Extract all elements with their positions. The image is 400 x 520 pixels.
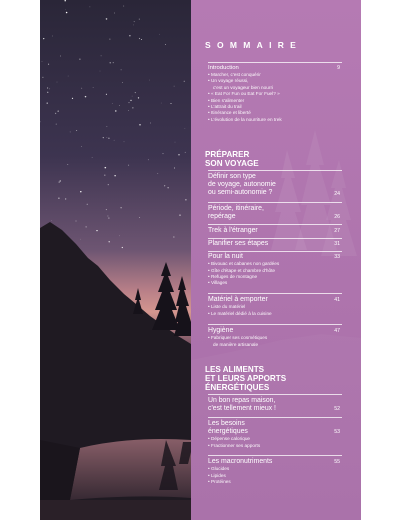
star: [175, 142, 176, 143]
star: [104, 175, 105, 176]
star: [174, 168, 175, 169]
divider: [208, 417, 342, 418]
star: [70, 131, 71, 132]
star: [185, 128, 186, 129]
star: [75, 220, 76, 221]
star: [129, 102, 130, 103]
page-number: 31: [334, 241, 340, 248]
toc-subitem: • Lipides: [208, 472, 226, 478]
section-heading-preparer: PRÉPARER SON VOYAGE: [205, 150, 259, 169]
star: [49, 89, 50, 90]
star: [60, 56, 61, 57]
star: [174, 86, 175, 87]
star: [157, 173, 158, 174]
star: [161, 103, 162, 104]
star: [119, 236, 120, 237]
divider: [208, 62, 342, 63]
star: [110, 62, 111, 63]
divider: [208, 238, 342, 239]
star: [139, 124, 141, 126]
toc-subitem: • Un voyage réussi,: [208, 78, 249, 84]
star: [51, 220, 52, 221]
toc-subitem: • Glucides: [208, 466, 230, 472]
star: [132, 107, 133, 108]
star: [105, 167, 107, 169]
star: [107, 216, 108, 217]
star: [108, 138, 110, 140]
star: [123, 6, 124, 7]
star: [65, 9, 66, 10]
star: [133, 25, 134, 26]
divider: [208, 224, 342, 225]
star: [90, 7, 91, 8]
star: [128, 110, 129, 111]
star: [164, 185, 165, 186]
star: [124, 141, 125, 142]
toc-entry: Définir son type de voyage, autonomie ou semi-autonomie ? 24: [208, 173, 340, 197]
toc-subitem: • Villages: [208, 280, 228, 286]
page-number: 52: [334, 406, 340, 413]
star: [100, 71, 101, 72]
star: [109, 39, 110, 40]
divider: [208, 455, 342, 456]
toc-entry: Un bon repas maison, c'est tellement mieux ! 52: [208, 397, 340, 413]
star: [81, 146, 82, 147]
star: [139, 38, 140, 39]
star: [93, 87, 94, 88]
star: [114, 175, 115, 176]
star: [42, 77, 43, 78]
star: [165, 44, 166, 45]
star: [56, 124, 57, 125]
divider: [208, 202, 342, 203]
star: [114, 140, 115, 141]
toc-entry-introduction: [208, 65, 340, 123]
star: [141, 39, 142, 40]
star: [114, 13, 115, 14]
toc-subitem: • Bien s'alimenter: [208, 97, 245, 103]
page-number: 41: [334, 297, 340, 304]
page-number: 24: [334, 190, 340, 197]
star: [113, 62, 114, 63]
page-number: 27: [334, 228, 340, 235]
toc-entry: Planifier ses étapes 31: [208, 240, 340, 248]
book-page: [40, 0, 361, 520]
divider: [208, 170, 342, 171]
star: [64, 0, 65, 1]
divider: [208, 324, 342, 325]
star: [86, 226, 87, 227]
toc-subitem: • Itinérance et liberté: [208, 110, 251, 116]
star: [168, 187, 169, 188]
page-number: 55: [334, 459, 340, 466]
toc-entry: Les besoins énergétiques 53 • Dépense calorique • Fractionner ses apports: [208, 420, 340, 448]
star: [79, 59, 80, 60]
star: [148, 159, 149, 160]
toc-entry: Trek à l'étranger 27: [208, 227, 340, 235]
star: [55, 113, 56, 114]
toc-subitem: • Marcher, c'est conquérir: [208, 72, 261, 77]
star: [101, 55, 102, 56]
star: [47, 88, 48, 89]
star: [60, 180, 61, 181]
divider: [208, 251, 342, 252]
page-number: 26: [334, 214, 340, 221]
star: [43, 38, 44, 39]
star: [108, 184, 109, 185]
star: [106, 94, 107, 95]
star: [103, 137, 104, 138]
divider: [208, 394, 342, 395]
toc-subitem: • Le matériel dédié à la cuisine: [208, 310, 272, 316]
star: [87, 204, 88, 205]
star: [92, 157, 93, 158]
toc-subitem: • Protéines: [208, 479, 231, 485]
star: [96, 230, 97, 231]
toc-subitem: • Liste du matériel: [208, 304, 246, 310]
star: [42, 61, 43, 62]
toc-entry-title: Introduction: [208, 65, 239, 71]
toc-entry: Hygiène 47 • Fabriquer ses cosmétiques de manière artisanale: [208, 327, 340, 347]
page-number: 33: [334, 254, 340, 261]
star: [122, 82, 123, 83]
star: [80, 191, 81, 192]
star: [57, 110, 59, 112]
star: [108, 218, 109, 219]
star: [81, 88, 82, 89]
toc-subitem: • Gîte d'étape et chambre d'hôte: [208, 267, 276, 273]
star: [129, 35, 130, 36]
star: [134, 21, 135, 22]
section-heading-aliments: LES ALIMENTS ET LEURS APPORTS ÉNERGÉTIQUES: [205, 365, 287, 393]
star: [162, 153, 163, 154]
star: [80, 239, 81, 240]
star: [47, 102, 48, 103]
star: [65, 198, 66, 199]
star: [107, 126, 108, 127]
toc-subitem: • Fabriquer ses cosmétiques: [208, 335, 268, 341]
toc-subitem: • L'attrait du trail: [208, 104, 242, 110]
star: [150, 123, 151, 124]
toc-subitem: c'est un voyageur bien nourri: [213, 84, 274, 90]
star: [120, 207, 121, 208]
star: [171, 103, 172, 104]
star: [108, 241, 109, 242]
star: [185, 199, 187, 201]
star: [68, 76, 69, 77]
star: [52, 36, 53, 37]
star: [132, 96, 133, 97]
star: [107, 137, 108, 138]
star: [112, 103, 113, 104]
star: [85, 96, 87, 98]
toc-subitem: • Refuges de montagne: [208, 274, 258, 280]
toc-entry: Matériel à emporter 41 • Liste du matériel • Le matériel dédié à la cuisine: [208, 296, 340, 316]
star: [159, 34, 160, 35]
star: [57, 82, 58, 83]
page-number: 53: [334, 429, 340, 436]
star: [72, 98, 73, 99]
star: [185, 152, 186, 153]
toc-entry: Période, itinéraire, repérage 26: [208, 205, 340, 221]
toc-subitem: • « Eat For Fun ou Eat For Fuel? »: [208, 91, 280, 97]
toc-subitem: • Fractionner ses apports: [208, 442, 261, 448]
divider: [208, 293, 342, 294]
star: [58, 181, 59, 182]
star: [66, 12, 68, 14]
toc-subitem: • Bivouac et cabanes non gardées: [208, 261, 280, 267]
toc-entry: Pour la nuit 33 • Bivouac et cabanes non gardées • Gîte d'étape et chambre d'hôte • Refuges de montagne • Villages: [208, 253, 340, 286]
star: [139, 217, 140, 218]
star: [58, 198, 59, 199]
star: [106, 209, 107, 210]
star: [149, 80, 150, 81]
table-of-contents-panel: [191, 0, 361, 520]
star: [67, 164, 68, 165]
star: [178, 154, 179, 155]
page-number: 9: [337, 65, 340, 71]
star: [119, 105, 120, 106]
star: [179, 214, 180, 215]
star: [122, 247, 123, 248]
star: [138, 97, 139, 98]
star: [48, 64, 49, 65]
night-landscape-photo: [40, 0, 191, 520]
page-number: 47: [334, 328, 340, 335]
star: [121, 69, 122, 70]
toc-subitem: • Dépense calorique: [208, 436, 251, 442]
star: [130, 100, 131, 101]
star: [135, 92, 136, 93]
star: [47, 92, 48, 93]
star: [184, 81, 185, 82]
star: [115, 110, 116, 111]
toc-subitem: de manière artisanale: [213, 341, 259, 347]
star: [173, 237, 174, 238]
star: [76, 130, 77, 131]
star: [106, 18, 108, 20]
star: [128, 165, 129, 166]
toc-subitem: • L'évolution de la nourriture en trek: [208, 116, 282, 122]
star: [139, 19, 140, 20]
toc-entry: Les macronutriments 55 • Glucides • Lipides • Protéines: [208, 458, 340, 485]
contents-heading: SOMMAIRE: [205, 40, 303, 50]
